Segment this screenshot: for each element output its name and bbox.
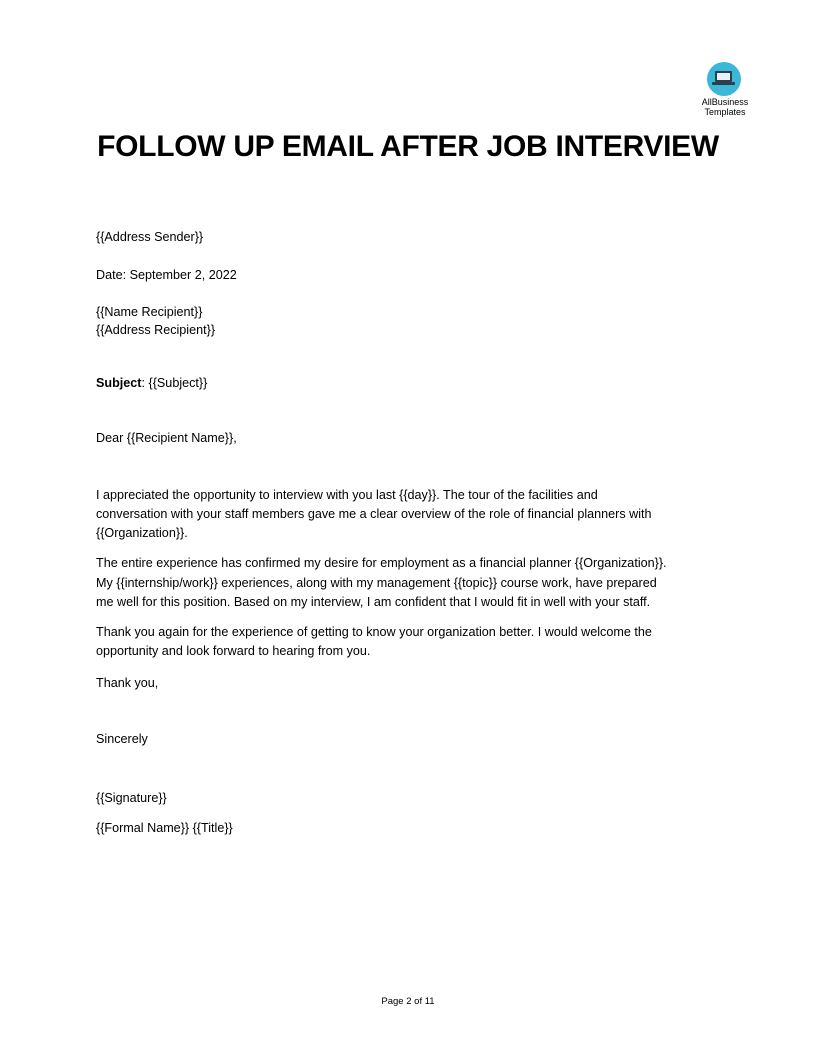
address-recipient: {{Address Recipient}} [96, 323, 216, 337]
subject-value: : {{Subject}} [141, 376, 208, 390]
signature: {{Signature}} [96, 791, 167, 805]
paragraph-line: Thank you again for the experience of getting to know your organization better. I would welcome the [96, 625, 652, 639]
allbusiness-logo-icon [707, 62, 741, 96]
address-sender: {{Address Sender}} [96, 230, 204, 244]
logo-text: AllBusiness Templates [701, 97, 749, 117]
paragraph-line: The entire experience has confirmed my desire for employment as a financial planner {{Organization}}. [96, 556, 667, 570]
date: Date: September 2, 2022 [96, 268, 237, 282]
page-number: Page 2 of 11 [381, 996, 435, 1007]
paragraph-line: {{Organization}}. [96, 526, 188, 540]
formal-name: {{Formal Name}} {{Title}} [96, 821, 233, 835]
name-recipient: {{Name Recipient}} [96, 305, 203, 319]
laptop-icon [715, 71, 732, 82]
subject-line [96, 375, 207, 391]
paragraph-line: opportunity and look forward to hearing from you. [96, 644, 371, 658]
paragraph-line: My {{internship/work}} experiences, along with my management {{topic}} course work, have prepared [96, 576, 657, 590]
subject-label: Subject [96, 376, 142, 390]
greeting: Dear {{Recipient Name}}, [96, 431, 237, 445]
document-title: FOLLOW UP EMAIL AFTER JOB INTERVIEW [97, 130, 719, 163]
paragraph-line: me well for this position. Based on my interview, I am confident that I would fit in well with your staff. [96, 595, 651, 609]
closing: Sincerely [96, 732, 148, 746]
paragraph-line: I appreciated the opportunity to interview with you last {{day}}. The tour of the facilities and [96, 488, 598, 502]
thanks: Thank you, [96, 676, 159, 690]
paragraph-line: conversation with your staff members gave me a clear overview of the role of financial planners with [96, 507, 652, 521]
